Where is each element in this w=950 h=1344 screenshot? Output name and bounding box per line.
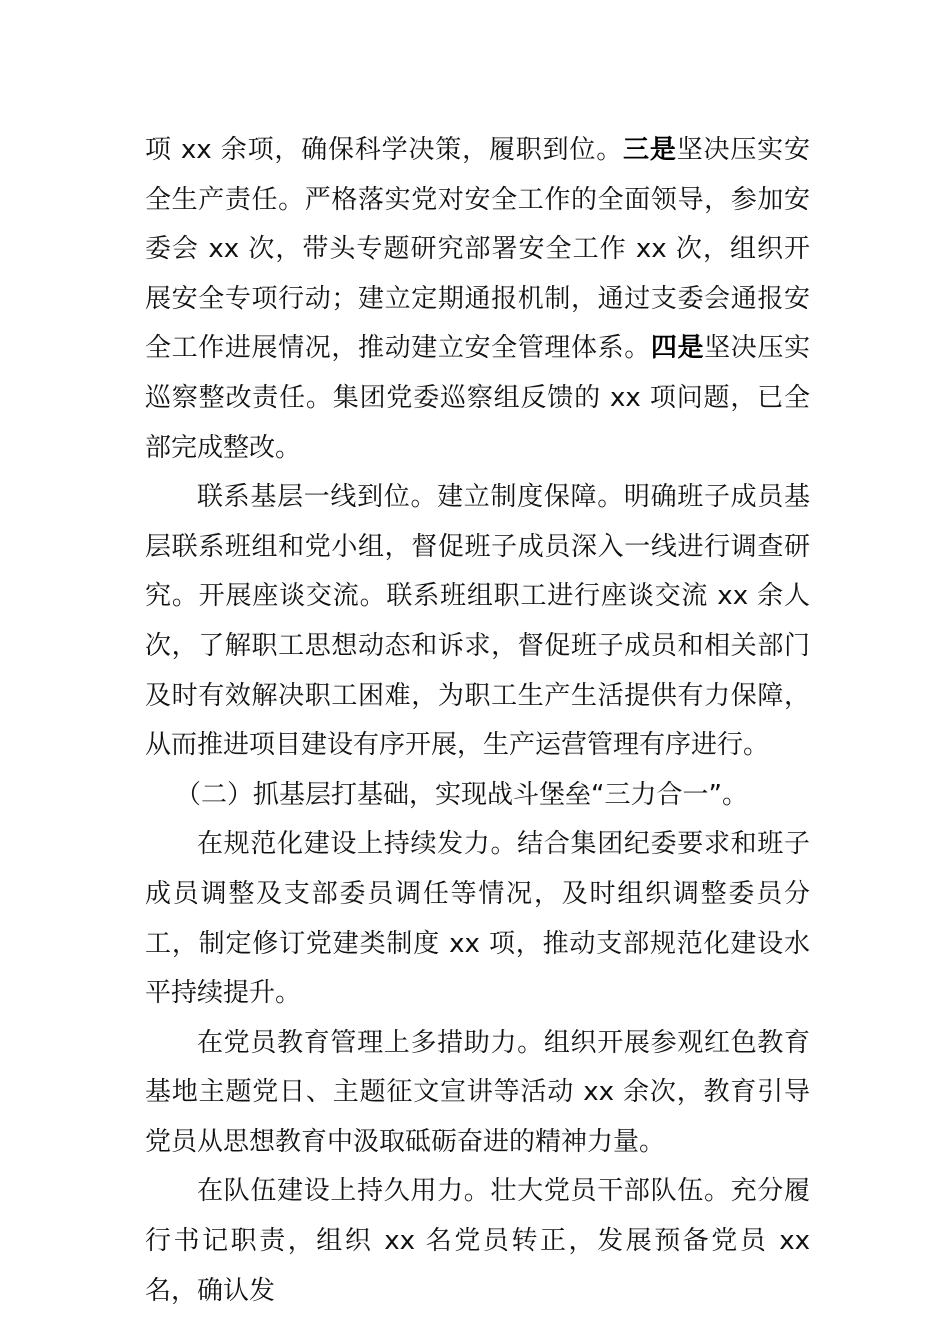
document-body — [145, 126, 810, 1316]
paragraph-grassroots-contact: 联系基层一线到位。建立制度保障。明确班子成员基层联系班组和党小组，督促班子成员深入一线进行调查研究。开展座谈交流。联系班组职工进行座谈交流 xx 余人次，了解职工思想动态和诉求，督促班子成员和相关部门及时有效解决职工困难，为职工生产生活提供有力保障，从而推进项目建设有序开展，生产运营管理有序进行。 — [145, 482, 810, 761]
paragraph-standardization: 在规范化建设上持续发力。结合集团纪委要求和班子成员调整及支部委员调任等情况，及时组织调整委员分工，制定修订党建类制度 xx 项，推动支部规范化建设水平持续提升。 — [145, 829, 810, 1009]
paragraph-text: 坚决压实巡察整改责任。集团党委巡察组反馈的 xx 项问题，已全部完成整改。 — [145, 333, 810, 463]
paragraph-team-building: 在队伍建设上持久用力。壮大党员干部队伍。充分履行书记职责，组织 xx 名党员转正，发展预备党员 xx 名，确认发 — [145, 1176, 810, 1306]
paragraph-responsibility — [145, 126, 810, 473]
section-heading: （二）抓基层打基础，实现战斗堡垒“三力合一”。 — [175, 779, 748, 810]
paragraph-text: 坚决压实安全生产责任。严格落实党对安全工作的全面领导，参加安委会 xx 次，带头专题研究部署安全工作 xx 次，组织开展安全专项行动；建立定期通报机制，通过支委会通报安全工作进展情况，推动建立安全管理体系。 — [145, 135, 810, 364]
bold-marker-three: 三是 — [623, 135, 677, 165]
bold-marker-four: 四是 — [650, 333, 705, 364]
paragraph-text: 项 xx 余项，确保科学决策，履职到位。 — [145, 135, 624, 165]
paragraph-member-education: 在党员教育管理上多措助力。组织开展参观红色教育基地主题党日、主题征文宣讲等活动 xx 余次，教育引导党员从思想教育中汲取砥砺奋进的精神力量。 — [145, 1027, 810, 1157]
